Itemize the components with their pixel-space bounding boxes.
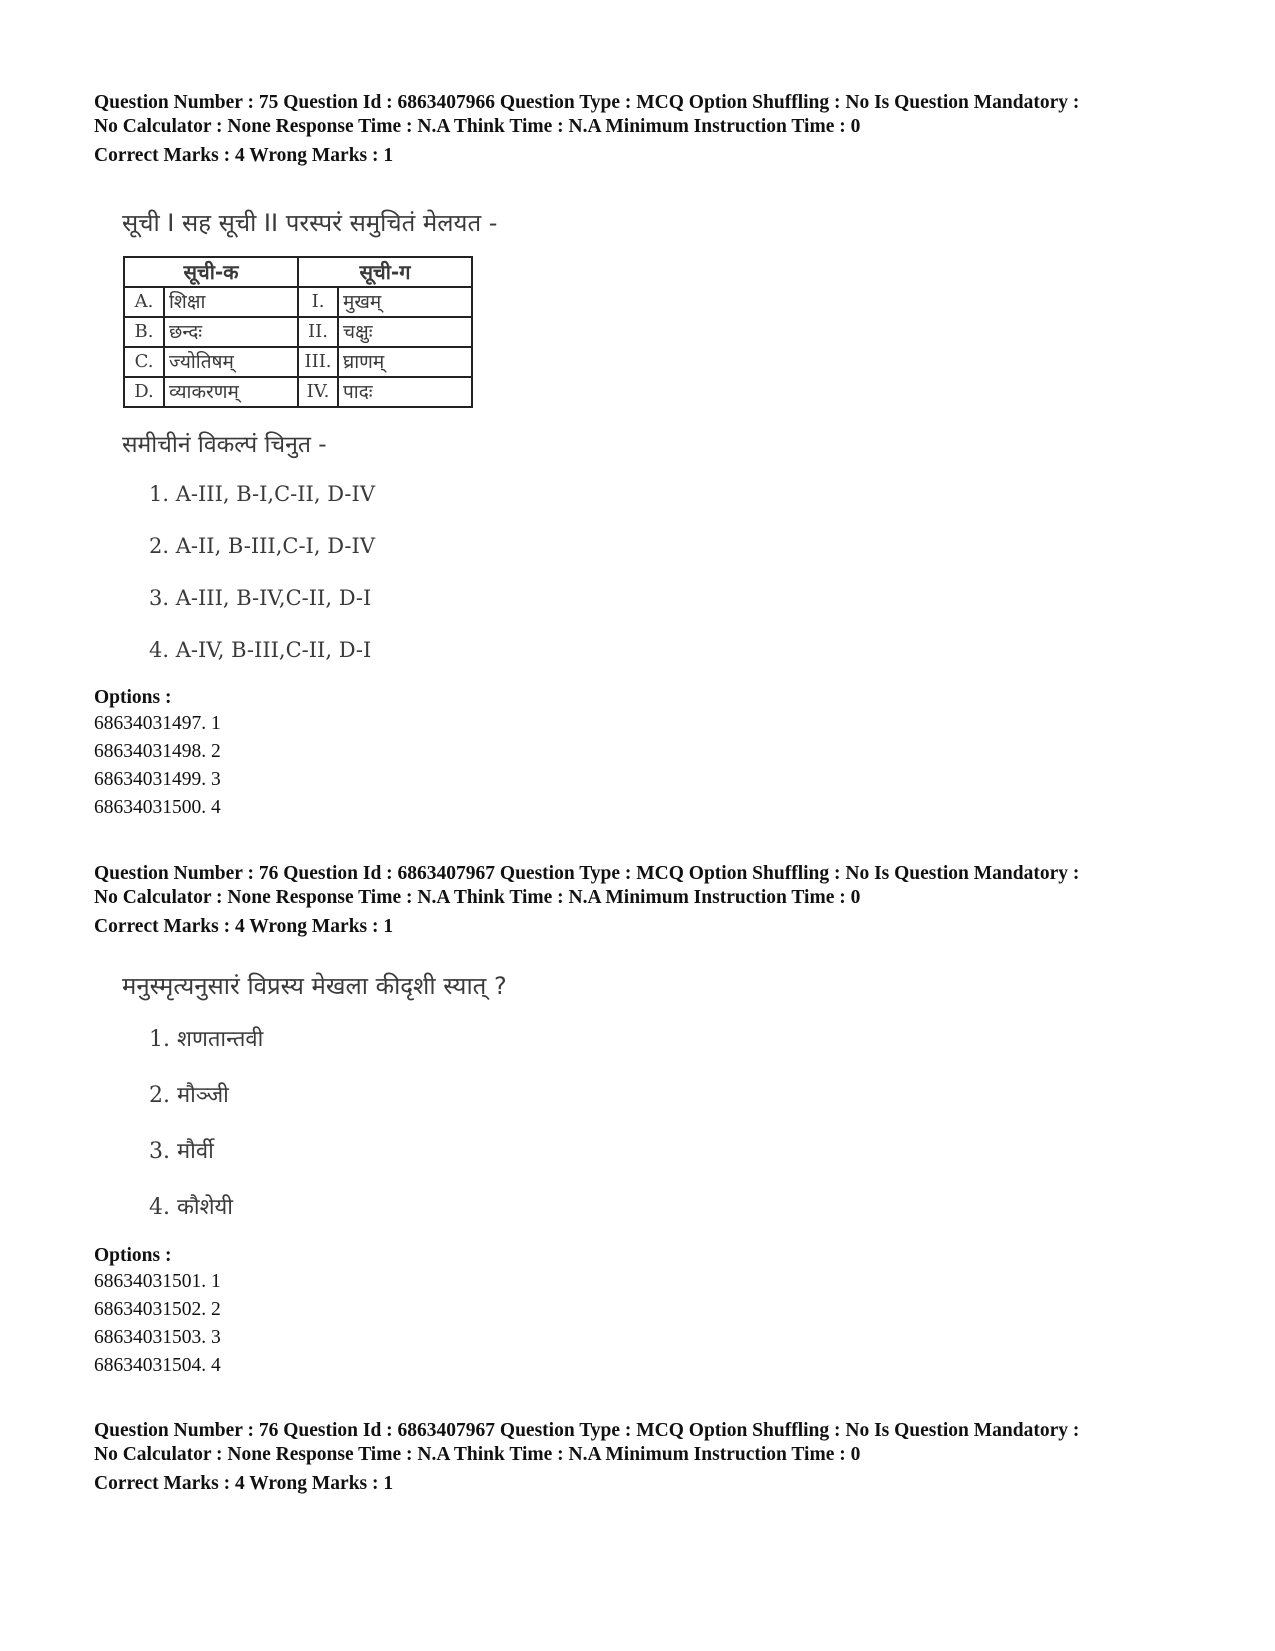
match-table xyxy=(123,256,473,408)
table-row xyxy=(124,347,472,377)
question-block-76-repeat xyxy=(94,1419,1214,1496)
choice-item: 1. A-III, B-I,C-II, D-IV xyxy=(149,482,375,506)
row-value: घ्राणम् xyxy=(338,347,472,377)
question-block-76 xyxy=(94,862,1214,1223)
options-block-76 xyxy=(94,1244,1214,1380)
option-id: 68634031497. 1 xyxy=(94,713,221,734)
question-marks: Correct Marks : 4 Wrong Marks : 1 xyxy=(94,916,394,937)
question-subtitle: समीचीनं विकल्पं चिनुत - xyxy=(122,432,327,458)
choice-item: 1. शणतान्तवी xyxy=(149,1027,264,1052)
row-label: D. xyxy=(124,377,164,407)
row-value: मुखम् xyxy=(338,287,472,317)
option-id: 68634031504. 4 xyxy=(94,1355,221,1376)
row-value: पादः xyxy=(338,377,472,407)
option-id: 68634031500. 4 xyxy=(94,797,221,818)
choice-item: 2. मौञ्जी xyxy=(149,1083,229,1108)
list-b-header: सूची-ग xyxy=(298,257,472,287)
list-a-header: सूची-क xyxy=(124,257,298,287)
question-meta-line2: No Calculator : None Response Time : N.A Think Time : N.A Minimum Instruction Time : 0 xyxy=(94,1444,861,1465)
question-marks: Correct Marks : 4 Wrong Marks : 1 xyxy=(94,145,394,166)
choice-list xyxy=(149,479,1214,665)
option-id: 68634031502. 2 xyxy=(94,1299,221,1320)
choice-list xyxy=(149,1025,1214,1223)
question-meta-line2: No Calculator : None Response Time : N.A Think Time : N.A Minimum Instruction Time : 0 xyxy=(94,116,861,137)
table-row xyxy=(124,377,472,407)
question-title: मनुस्मृत्यनुसारं विप्रस्य मेखला कीदृशी स्यात् ? xyxy=(122,972,507,1000)
option-id: 68634031503. 3 xyxy=(94,1327,221,1348)
row-label: A. xyxy=(124,287,164,317)
question-meta-line1: Question Number : 76 Question Id : 6863407967 Question Type : MCQ Option Shuffling : No Is Question Mandatory : xyxy=(94,1420,1080,1441)
row-label: IV. xyxy=(298,377,338,407)
question-content xyxy=(122,206,1214,665)
options-block-75 xyxy=(94,686,1214,822)
option-id: 68634031498. 2 xyxy=(94,741,221,762)
choice-item: 4. A-IV, B-III,C-II, D-I xyxy=(149,638,372,662)
table-row xyxy=(124,317,472,347)
question-content xyxy=(122,969,1214,1223)
question-marks: Correct Marks : 4 Wrong Marks : 1 xyxy=(94,1473,394,1494)
question-title: सूची I सह सूची II परस्परं समुचितं मेलयत - xyxy=(122,209,498,237)
row-label: II. xyxy=(298,317,338,347)
question-block-75 xyxy=(94,91,1214,665)
row-value: छन्दः xyxy=(164,317,298,347)
choice-item: 4. कौशेयी xyxy=(149,1195,233,1220)
option-id: 68634031499. 3 xyxy=(94,769,221,790)
row-label: C. xyxy=(124,347,164,377)
choice-item: 2. A-II, B-III,C-I, D-IV xyxy=(149,534,375,558)
option-id: 68634031501. 1 xyxy=(94,1271,221,1292)
question-meta-line1: Question Number : 76 Question Id : 6863407967 Question Type : MCQ Option Shuffling : No Is Question Mandatory : xyxy=(94,863,1080,884)
choice-item: 3. A-III, B-IV,C-II, D-I xyxy=(149,586,372,610)
row-value: चक्षुः xyxy=(338,317,472,347)
row-value: शिक्षा xyxy=(164,287,298,317)
question-meta-line2: No Calculator : None Response Time : N.A Think Time : N.A Minimum Instruction Time : 0 xyxy=(94,887,861,908)
row-label: I. xyxy=(298,287,338,317)
row-value: व्याकरणम् xyxy=(164,377,298,407)
options-label: Options : xyxy=(94,1245,172,1266)
options-label: Options : xyxy=(94,687,172,708)
row-label: B. xyxy=(124,317,164,347)
row-value: ज्योतिषम् xyxy=(164,347,298,377)
match-table-header xyxy=(124,257,472,287)
row-label: III. xyxy=(298,347,338,377)
question-meta-line1: Question Number : 75 Question Id : 6863407966 Question Type : MCQ Option Shuffling : No Is Question Mandatory : xyxy=(94,92,1080,113)
choice-item: 3. मौर्वी xyxy=(149,1139,214,1164)
table-row xyxy=(124,287,472,317)
